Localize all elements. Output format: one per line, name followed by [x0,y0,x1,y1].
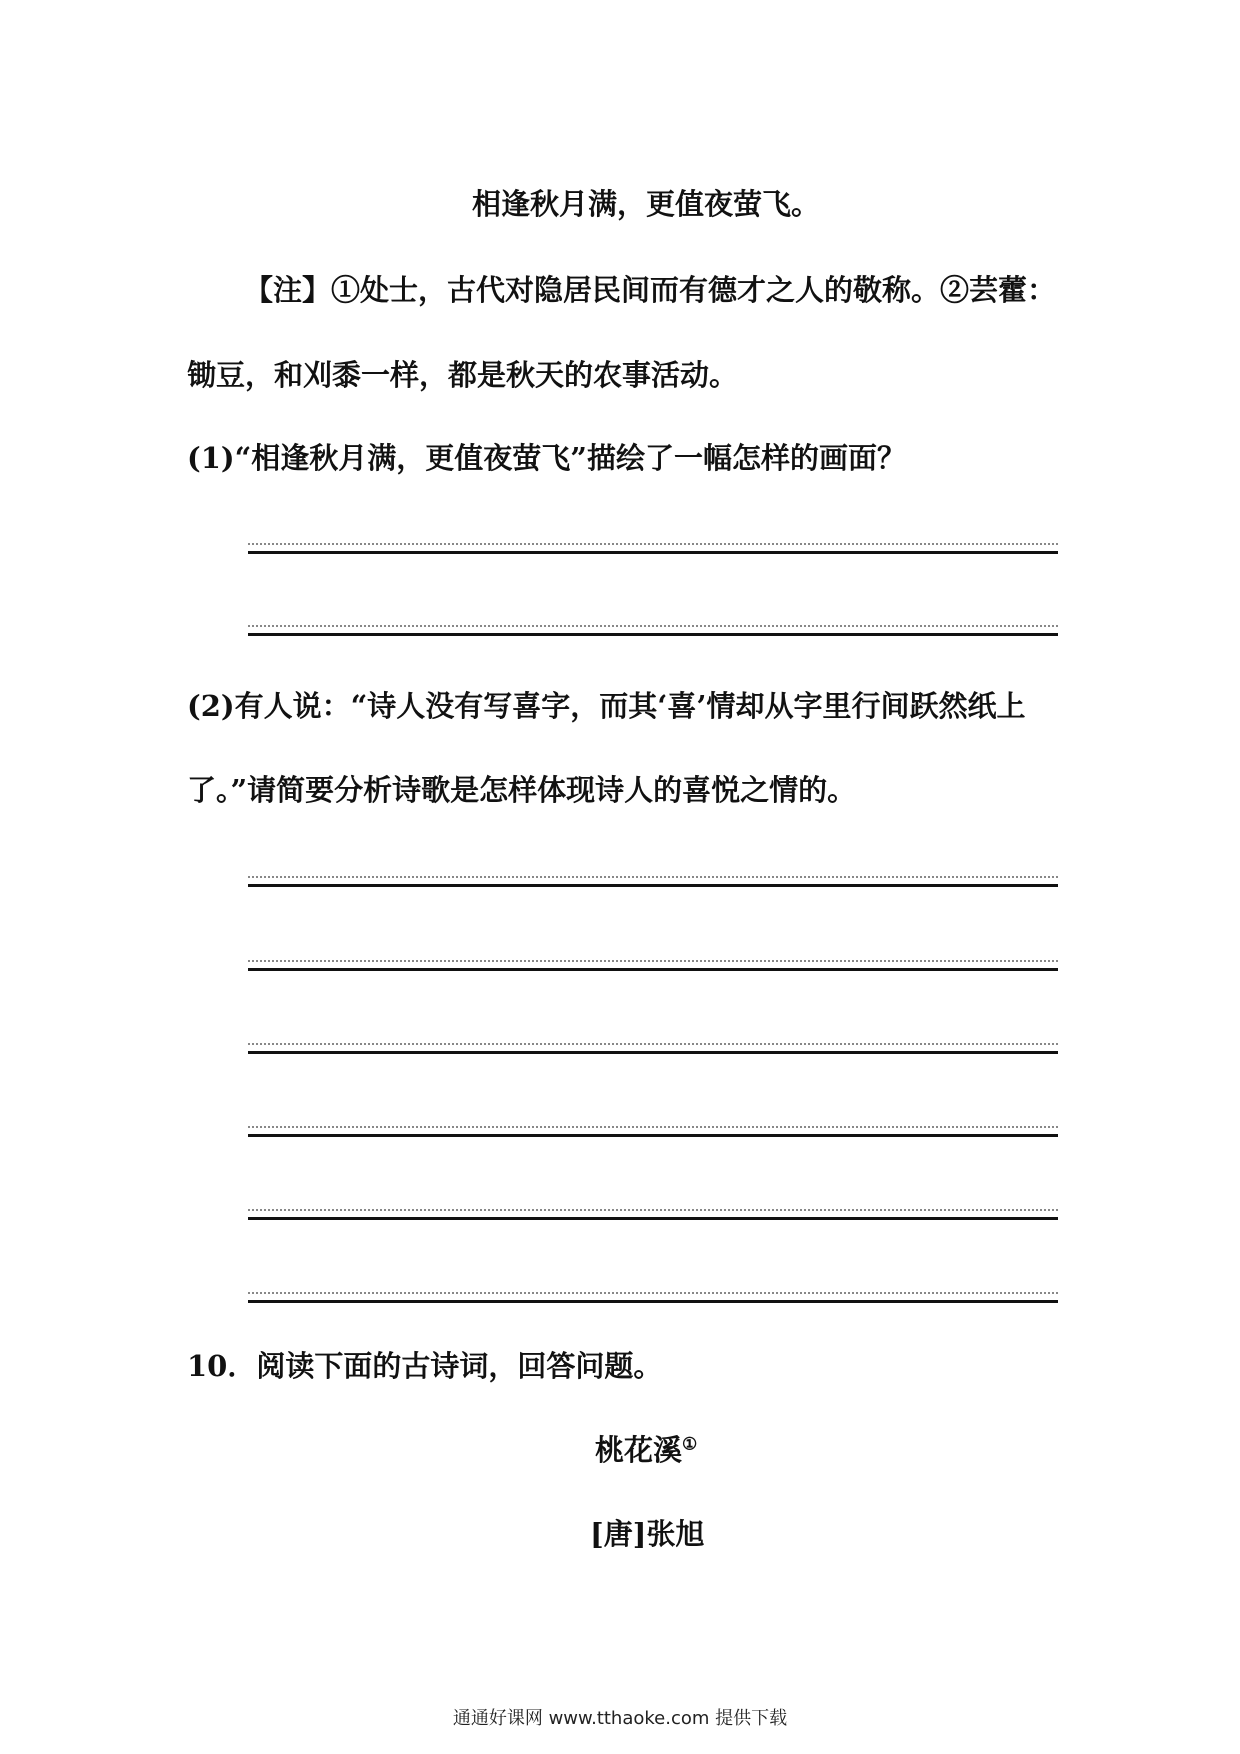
answer-line[interactable] [248,1209,1058,1225]
answer-line[interactable] [248,1292,1058,1308]
answer-line[interactable] [248,1043,1058,1059]
note-line-2: 锄豆，和刈黍一样，都是秋天的农事活动。 [187,358,739,392]
question-1: (1)“相逢秋月满，更值夜萤飞”描绘了一幅怎样的画面？ [187,441,906,475]
answer-line[interactable] [248,543,1058,559]
poem-last-line: 相逢秋月满，更值夜萤飞。 [472,187,821,221]
footer-text: 通通好课网 www.tthaoke.com 提供下载 [452,1708,788,1729]
answer-line[interactable] [248,1126,1058,1142]
question-2-line-2: 了。”请简要分析诗歌是怎样体现诗人的喜悦之情的。 [187,773,857,807]
answer-line[interactable] [248,960,1058,976]
question-10: 10．阅读下面的古诗词，回答问题。 [187,1349,663,1383]
poem-title-text: 桃花溪 [595,1433,683,1467]
poem-title-footnote-mark: ① [682,1434,698,1455]
question-2-line-1: (2)有人说：“诗人没有写喜字，而其‘喜’情却从字里行间跃然纸上 [187,689,1026,723]
poem-title [595,1433,698,1467]
note-line-1: 【注】①处士，古代对隐居民间而有德才之人的敬称。②芸藿： [244,273,1057,307]
answer-line[interactable] [248,625,1058,641]
poem-author: [唐]张旭 [590,1517,705,1551]
answer-line[interactable] [248,876,1058,892]
